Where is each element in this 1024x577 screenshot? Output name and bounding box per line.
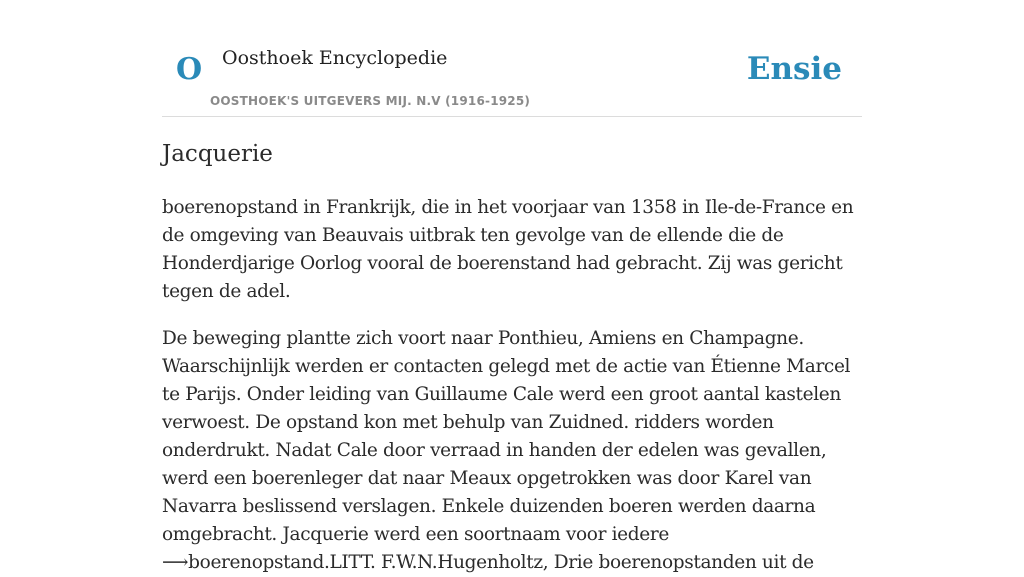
article-paragraph: boerenopstand in Frankrijk, die in het voorjaar van 1358 in Ile-de-France en de omgeving van Beauvais uitbrak ten gevolge van de ellende die de Honderdjarige Oorlog vooral de boerenstand had gebracht. Zij was gericht tegen de adel.	[162, 197, 854, 302]
publisher-label: OOSTHOEK'S UITGEVERS MIJ. N.V (1916-1925)	[210, 94, 531, 108]
article-title: Jacquerie	[162, 141, 273, 167]
source-header	[162, 0, 862, 117]
article-paragraph: De beweging plantte zich voort naar Ponthieu, Amiens en Champagne. Waarschijnlijk werden er contacten gelegd met de actie van Étienne Marcel te Parijs. Onder leiding van Guillaume Cale werd een groot aantal kastelen verwoest. De opstand kon met behulp van Zuidned. ridders worden onderdrukt. Nadat Cale door verraad in handen der edelen was gevallen, werd een boerenleger dat naar Meaux opgetrokken was door Karel van Navarra beslissend verslagen. Enkele duizenden boeren werden daarna omgebracht. Jacquerie werd een soortnaam voor iedere ⟶boerenopstand.LITT. F.W.N.Hugenholtz, Drie boerenopstanden uit de	[162, 328, 851, 573]
article	[162, 138, 862, 577]
ensie-logo-link[interactable]: Ensie	[746, 51, 842, 87]
source-title[interactable]: Oosthoek Encyclopedie	[222, 47, 448, 69]
source-logo: O	[176, 52, 203, 87]
